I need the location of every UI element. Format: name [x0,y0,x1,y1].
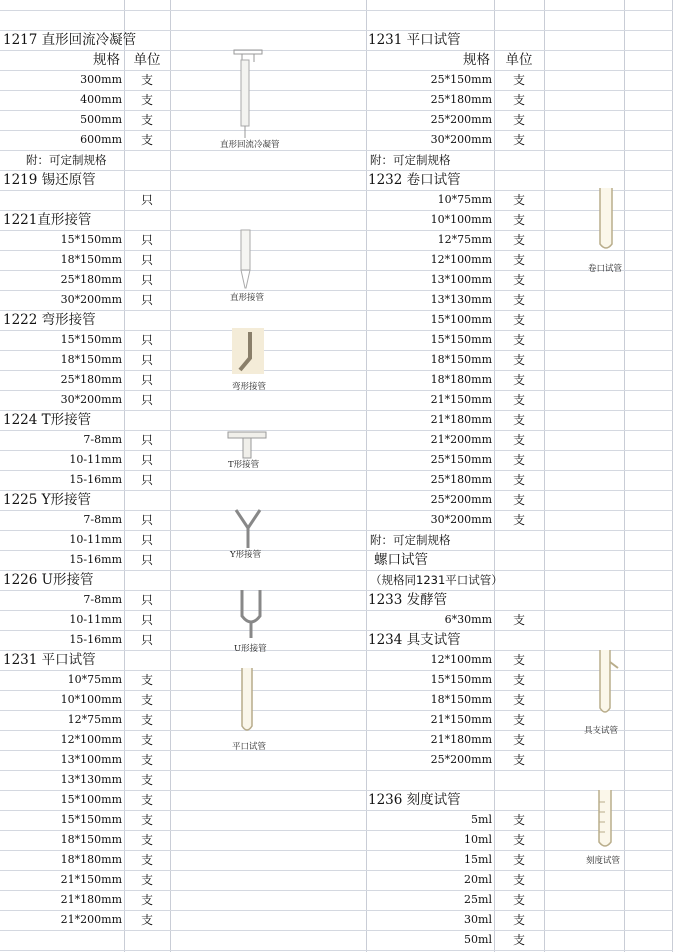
spec-cell: 18*150mm [60,353,122,366]
spec-cell: 300mm [80,73,122,86]
spec-cell: 10*75mm [67,673,122,686]
spec-cell: 400mm [80,93,122,106]
unit-cell: 只 [140,253,153,267]
spec-cell [0,190,122,210]
spec-cell: 5ml [471,813,492,826]
screw-tube-spec-note: （规格同1231平口试管） [370,573,503,587]
spec-cell: 15-16mm [69,633,122,646]
section-title-1221: 1221直形接管 [3,212,92,228]
unit-cell: 只 [140,293,153,307]
unit-cell: 支 [512,353,525,367]
spec-cell: 21*150mm [60,873,122,886]
unit-cell: 支 [140,673,153,687]
spec-cell: 12*100mm [430,653,492,666]
spec-cell: 12*75mm [437,233,492,246]
unit-cell: 支 [512,453,525,467]
spec-cell: 25*150mm [430,73,492,86]
spec-cell: 600mm [80,133,122,146]
spec-cell: 15*150mm [60,333,122,346]
custom-spec-note: 附：可定制规格 [370,153,451,167]
section-title-1226: 1226 U形接管 [3,572,94,588]
unit-cell: 支 [512,753,525,767]
spec-cell: 7-8mm [83,513,122,526]
unit-cell: 支 [140,873,153,887]
spec-cell: 15*150mm [430,673,492,686]
unit-cell: 只 [140,353,153,367]
unit-cell: 支 [140,773,153,787]
spec-cell: 21*180mm [430,733,492,746]
spec-cell: 18*180mm [430,373,492,386]
spec-cell: 25ml [464,893,492,906]
unit-cell: 只 [140,593,153,607]
unit-cell: 支 [512,893,525,907]
unit-cell: 只 [140,233,153,247]
unit-cell: 支 [512,333,525,347]
spec-cell: 7-8mm [83,433,122,446]
bent-adapter-icon [232,328,264,374]
section-title-1236: 1236 刻度试管 [368,792,461,808]
spec-cell: 15*150mm [60,233,122,246]
spec-cell: 21*180mm [430,413,492,426]
spec-cell: 13*130mm [430,293,492,306]
spec-cell: 20ml [464,873,492,886]
spec-cell: 25*200mm [430,753,492,766]
unit-cell: 支 [512,473,525,487]
spec-cell: 12*100mm [430,253,492,266]
caption-y-adapter: Y形接管 [230,550,262,560]
unit-cell: 只 [140,393,153,407]
unit-cell: 支 [140,853,153,867]
unit-cell: 支 [512,873,525,887]
unit-cell: 支 [140,93,153,107]
unit-cell: 支 [512,93,525,107]
spec-cell: 30*200mm [430,513,492,526]
unit-cell: 支 [512,193,525,207]
spec-cell: 25*180mm [60,273,122,286]
unit-cell: 支 [512,73,525,87]
rolled-test-tube-icon [596,186,616,254]
unit-cell: 只 [140,473,153,487]
spec-cell: 18*150mm [430,693,492,706]
spec-cell: 10-11mm [69,533,122,546]
unit-cell: 支 [512,913,525,927]
unit-cell: 支 [512,833,525,847]
unit-cell: 支 [140,753,153,767]
spec-cell: 15*100mm [60,793,122,806]
unit-cell: 只 [140,633,153,647]
spec-cell: 15ml [464,853,492,866]
spec-cell: 15-16mm [69,473,122,486]
section-title-1225: 1225 Y形接管 [3,492,92,508]
spec-cell: 25*180mm [60,373,122,386]
unit-cell: 支 [140,833,153,847]
unit-cell: 支 [140,73,153,87]
unit-cell: 支 [140,813,153,827]
spec-cell: 15*150mm [60,813,122,826]
caption-graduated-test-tube: 刻度试管 [586,856,621,866]
unit-cell: 支 [140,693,153,707]
spec-cell: 18*150mm [60,833,122,846]
spec-cell: 6*30mm [444,613,492,626]
section-title-1217: 1217 直形回流冷凝管 [3,32,137,48]
unit-cell: 支 [512,673,525,687]
spec-cell: 15*100mm [430,313,492,326]
unit-cell: 支 [140,133,153,147]
caption-t-adapter: T形接管 [228,460,260,470]
spec-cell: 500mm [80,113,122,126]
spec-cell: 25*200mm [430,113,492,126]
section-title-1234: 1234 具支试管 [368,632,461,648]
spec-cell: 10*100mm [60,693,122,706]
caption-flat-test-tube: 平口试管 [232,742,267,752]
section-title-1231: 1231 平口试管 [3,652,96,668]
spec-cell: 25*180mm [430,93,492,106]
spec-cell: 30*200mm [430,133,492,146]
column-header-spec: 规格 [463,52,490,68]
spec-cell: 12*100mm [60,733,122,746]
unit-cell: 支 [512,513,525,527]
spec-cell: 21*150mm [430,393,492,406]
unit-cell: 支 [140,733,153,747]
unit-cell: 支 [512,313,525,327]
caption-rolled-test-tube: 卷口试管 [588,264,623,274]
unit-cell: 支 [512,413,525,427]
unit-cell: 只 [140,533,153,547]
unit-cell: 支 [140,713,153,727]
section-title-1231-right: 1231 平口试管 [368,32,461,48]
unit-cell: 支 [512,253,525,267]
unit-cell: 支 [140,913,153,927]
spec-cell: 30*200mm [60,393,122,406]
section-title-1232: 1232 卷口试管 [368,172,461,188]
unit-cell: 支 [512,853,525,867]
spec-cell: 13*100mm [430,273,492,286]
spec-cell: 15-16mm [69,553,122,566]
spec-cell: 13*100mm [60,753,122,766]
unit-cell: 支 [140,793,153,807]
caption-side-arm-test-tube: 具支试管 [584,726,619,736]
caption-reflux-condenser: 直形回流冷凝管 [220,140,280,150]
unit-cell: 支 [140,893,153,907]
unit-cell: 支 [512,493,525,507]
section-title-1233: 1233 发酵管 [368,592,448,608]
unit-cell: 支 [512,393,525,407]
spec-cell: 21*180mm [60,893,122,906]
spec-cell: 21*200mm [430,433,492,446]
spec-cell: 21*150mm [430,713,492,726]
spec-cell: 13*130mm [60,773,122,786]
caption-u-adapter: U形接管 [234,644,267,654]
caption-straight-adapter: 直形接管 [230,293,265,303]
unit-cell: 只 [140,373,153,387]
unit-cell: 支 [512,433,525,447]
unit-cell: 支 [512,113,525,127]
unit-cell: 只 [140,513,153,527]
unit-cell: 支 [512,273,525,287]
unit-cell: 支 [512,713,525,727]
flat-test-tube-icon [238,666,256,736]
unit-cell: 支 [512,233,525,247]
caption-bent-adapter: 弯形接管 [232,382,267,392]
spec-cell: 18*150mm [60,253,122,266]
spec-cell: 12*75mm [67,713,122,726]
unit-cell: 只 [140,433,153,447]
spec-cell: 10-11mm [69,453,122,466]
unit-cell: 只 [140,613,153,627]
unit-cell: 只 [140,273,153,287]
spec-cell: 50ml [464,933,492,946]
spec-cell: 18*180mm [60,853,122,866]
column-header-spec: 规格 [93,52,120,68]
spec-cell: 25*200mm [430,493,492,506]
spec-cell: 25*150mm [430,453,492,466]
unit-cell: 支 [512,693,525,707]
y-adapter-icon [232,508,264,550]
section-title-1222: 1222 弯形接管 [3,312,96,328]
unit-cell: 支 [512,133,525,147]
spec-cell: 10ml [464,833,492,846]
column-header-unit: 单位 [133,52,161,68]
unit-cell: 支 [140,113,153,127]
spec-cell: 18*150mm [430,353,492,366]
unit-cell: 支 [512,293,525,307]
spec-cell: 30ml [464,913,492,926]
graduated-test-tube-icon [596,788,614,852]
unit-cell: 支 [512,653,525,667]
spec-cell: 10*100mm [430,213,492,226]
unit-cell: 支 [512,933,525,947]
section-title-1219: 1219 锡还原管 [3,172,96,188]
section-title-1224: 1224 T形接管 [3,412,92,428]
reflux-condenser-icon [228,48,268,140]
spec-cell: 7-8mm [83,593,122,606]
unit-cell: 只 [140,553,153,567]
t-adapter-icon [226,430,268,460]
spec-cell: 15*150mm [430,333,492,346]
spec-cell: 30*200mm [60,293,122,306]
unit-cell: 支 [512,373,525,387]
u-adapter-icon [234,588,268,640]
section-title-screw-tube: 螺口试管 [374,552,428,568]
spec-cell: 10*75mm [437,193,492,206]
unit-cell: 只 [140,333,153,347]
unit-cell: 支 [512,733,525,747]
side-arm-test-tube-icon [594,648,620,720]
unit-cell: 只 [140,453,153,467]
unit-cell: 支 [512,813,525,827]
unit-cell: 只 [140,193,153,207]
unit-cell: 支 [512,213,525,227]
spec-cell: 25*180mm [430,473,492,486]
custom-spec-note: 附：可定制规格 [26,153,107,167]
unit-cell: 支 [512,613,525,627]
spec-cell: 10-11mm [69,613,122,626]
straight-adapter-icon [236,228,256,290]
column-header-unit: 单位 [505,52,533,68]
spec-cell: 21*200mm [60,913,122,926]
custom-spec-note: 附：可定制规格 [370,533,451,547]
